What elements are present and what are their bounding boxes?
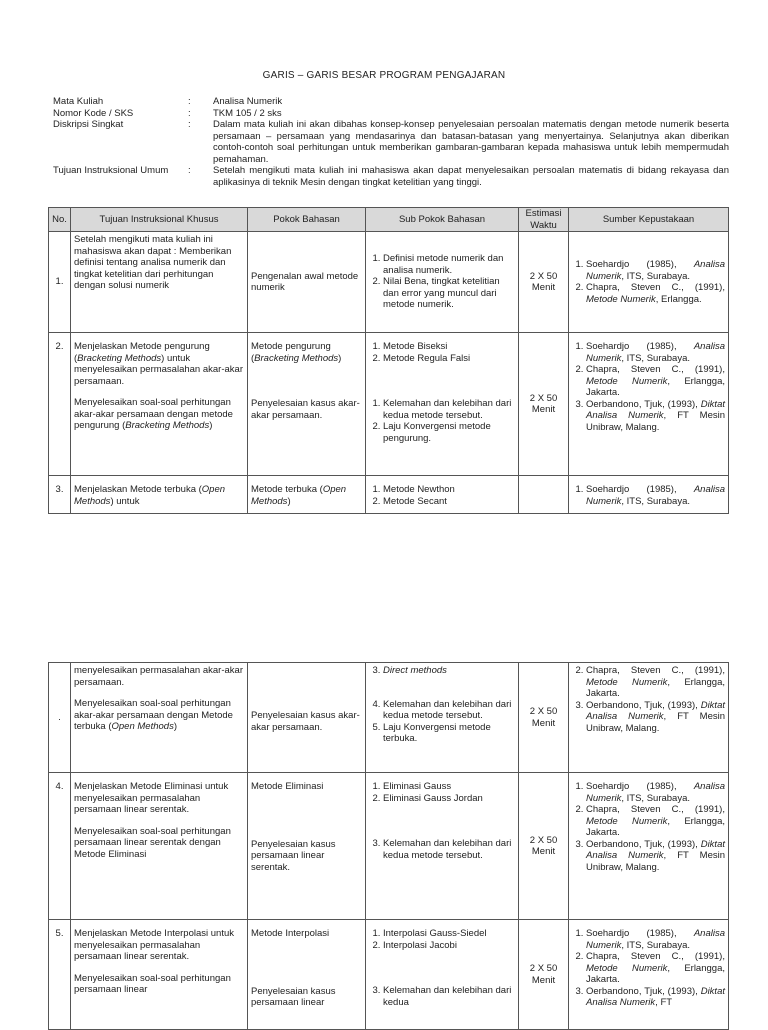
tik-part: Menyelesaikan soal-soal perhitungan akar-akar persamaan dengan metode pengurung (Bracketing Methods) — [74, 397, 233, 431]
table-row — [49, 333, 729, 476]
table-row — [49, 663, 729, 773]
row-tik — [71, 663, 248, 773]
meta-row-description — [53, 119, 729, 165]
sub-item: 2. Laju Konvergensi metode pengurung. — [383, 421, 515, 444]
pokok-part: Metode pengurung (Bracketing Methods) — [251, 341, 342, 364]
row-number: . — [49, 663, 71, 773]
tik-part: Menyelesaikan soal-soal perhitungan akar-akar persamaan dengan Metode terbuka (Open Methods) — [74, 698, 233, 732]
row-tik — [71, 920, 248, 1030]
row-sumber — [569, 663, 729, 773]
source-item: 3. Oerbandono, Tjuk, (1993), Diktat Analisa Numerik, FT — [586, 986, 725, 1009]
sub-item: 1. Metode Biseksi — [383, 341, 515, 353]
row-pokok — [248, 773, 366, 920]
header-estimasi: Estimasi Waktu — [519, 208, 569, 232]
header-no: No. — [49, 208, 71, 232]
meta-colon: : — [188, 165, 191, 176]
tik-part: menyelesaikan permasalahan akar-akar persamaan. — [74, 665, 243, 688]
row-estimasi: 2 X 50 Menit — [519, 232, 569, 333]
sub-item: 1. Eliminasi Gauss — [383, 781, 515, 793]
sub-item: 3. Direct methods — [383, 665, 515, 677]
row-sub — [366, 663, 519, 773]
sub-item: 2. Nilai Bena, tingkat ketelitian dan error yang muncul dari metode numerik. — [383, 276, 515, 311]
row-pokok — [248, 333, 366, 476]
row-sub — [366, 232, 519, 333]
sub-item: 5. Laju Konvergensi metode terbuka. — [383, 722, 515, 745]
header-tik: Tujuan Instruksional Khusus — [71, 208, 248, 232]
sub-item: 1. Interpolasi Gauss-Siedel — [383, 928, 515, 940]
row-sub — [366, 920, 519, 1030]
tik-part: Menjelaskan Metode Eliminasi untuk menyelesaikan permasalahan persamaan linear serentak. — [74, 781, 229, 815]
meta-row-course — [53, 96, 729, 108]
row-tik: Menjelaskan Metode terbuka (Open Methods) untuk — [71, 476, 248, 514]
row-sub — [366, 476, 519, 514]
row-number: 4. — [49, 773, 71, 920]
row-pokok — [248, 920, 366, 1030]
row-sub — [366, 333, 519, 476]
table-row — [49, 773, 729, 920]
table-row — [49, 920, 729, 1030]
row-tik: Setelah mengikuti mata kuliah ini mahasiswa akan dapat : Memberikan definisi tentang analisa numerik dan tingkat ketelitian dari perhitungan dengan solusi numerik — [71, 232, 248, 333]
row-sumber — [569, 773, 729, 920]
row-pokok — [248, 663, 366, 773]
source-item: 2. Chapra, Steven C., (1991), Metode Numerik, Erlangga, Jakarta. — [586, 951, 725, 986]
meta-label: Nomor Kode / SKS — [53, 107, 134, 119]
row-sumber — [569, 476, 729, 514]
pokok-part: Penyelesaian kasus persamaan linear serentak. — [251, 838, 336, 873]
source-item: 2. Chapra, Steven C., (1991), Metode Numerik, Erlangga, Jakarta. — [586, 804, 725, 839]
meta-row-general-objective — [53, 165, 729, 188]
meta-value: TKM 105 / 2 sks — [213, 107, 282, 119]
sub-item: 1. Metode Newthon — [383, 484, 515, 496]
row-number: 5. — [49, 920, 71, 1030]
tik-part: Menjelaskan Metode Interpolasi untuk menyelesaikan permasalahan persamaan linear serentak. — [74, 928, 235, 962]
sub-item: 2. Interpolasi Jacobi — [383, 940, 515, 952]
meta-colon: : — [188, 107, 191, 119]
syllabus-table-page-1 — [48, 207, 729, 514]
source-item: 2. Chapra, Steven C., (1991), Metode Numerik, Erlangga, Jakarta. — [586, 665, 725, 700]
row-number: 1. — [49, 232, 71, 333]
source-item: 2. Chapra, Steven C., (1991), Metode Numerik, Erlangga. — [586, 282, 725, 305]
pokok-part: Penyelesaian kasus akar-akar persamaan. — [251, 398, 360, 421]
source-item: 1. Soehardjo (1985), Analisa Numerik, ITS, Surabaya. — [586, 928, 725, 951]
meta-colon: : — [188, 96, 191, 107]
tik-part: Menyelesaikan soal-soal perhitungan persamaan linear serentak dengan Metode Eliminasi — [74, 825, 231, 860]
row-pokok: Metode terbuka (Open Methods) — [248, 476, 366, 514]
row-sumber — [569, 920, 729, 1030]
header-pokok: Pokok Bahasan — [248, 208, 366, 232]
course-info — [53, 96, 729, 188]
meta-label: Mata Kuliah — [53, 96, 104, 107]
row-number: 3. — [49, 476, 71, 514]
header-sumber: Sumber Kepustakaan — [569, 208, 729, 232]
sub-item: 1. Definisi metode numerik dan analisa numerik. — [383, 253, 515, 276]
row-sumber — [569, 333, 729, 476]
row-estimasi: 2 X 50 Menit — [519, 773, 569, 920]
table-row — [49, 232, 729, 333]
source-item: 3. Oerbandono, Tjuk, (1993), Diktat Analisa Numerik, FT Mesin Unibraw, Malang. — [586, 839, 725, 874]
row-tik — [71, 773, 248, 920]
row-number: 2. — [49, 333, 71, 476]
source-item: 3. Oerbandono, Tjuk, (1993), Diktat Analisa Numerik, FT Mesin Unibraw, Malang. — [586, 700, 725, 735]
meta-label: Diskripsi Singkat — [53, 119, 124, 130]
source-item: 3. Oerbandono, Tjuk, (1993), Diktat Analisa Numerik, FT Mesin Unibraw, Malang. — [586, 399, 725, 434]
sub-item: 2. Eliminasi Gauss Jordan — [383, 793, 515, 805]
sub-item: 3. Kelemahan dan kelebihan dari kedua metode tersebut. — [383, 838, 515, 861]
source-item: 2. Chapra, Steven C., (1991), Metode Numerik, Erlangga, Jakarta. — [586, 364, 725, 399]
pokok-part: Metode Interpolasi — [251, 928, 330, 939]
document-title: GARIS – GARIS BESAR PROGRAM PENGAJARAN — [262, 70, 506, 81]
tik-part: Menyelesaikan soal-soal perhitungan persamaan linear — [74, 972, 231, 995]
row-tik — [71, 333, 248, 476]
row-estimasi — [519, 476, 569, 514]
row-sumber — [569, 232, 729, 333]
source-item: 1. Soehardjo (1985), Analisa Numerik, ITS, Surabaya. — [586, 781, 725, 804]
syllabus-table-page-2 — [48, 662, 729, 1030]
sub-item: 4. Kelemahan dan kelebihan dari kedua metode tersebut. — [383, 699, 515, 722]
pokok-part: Penyelesaian kasus akar-akar persamaan. — [251, 710, 360, 733]
table-header-row — [49, 208, 729, 232]
meta-colon: : — [188, 119, 191, 130]
sub-item: 2. Metode Regula Falsi — [383, 353, 515, 365]
sub-item: 3. Kelemahan dan kelebihan dari kedua — [383, 985, 515, 1008]
meta-value: Setelah mengikuti mata kuliah ini mahasiswa akan dapat menyelesaikan persoalan matematis di bidang rekayasa dan aplikasinya di teknik Mesin dengan tingkat ketelitian yang tinggi. — [213, 165, 729, 188]
row-pokok: Pengenalan awal metode numerik — [248, 232, 366, 333]
header-sub: Sub Pokok Bahasan — [366, 208, 519, 232]
pokok-part: Metode Eliminasi — [251, 781, 324, 792]
source-item: 1. Soehardjo (1985), Analisa Numerik, ITS, Surabaya. — [586, 341, 725, 364]
meta-value: Dalam mata kuliah ini akan dibahas konsep-konsep penyelesaian persoalan matematis dengan metode numerik beserta persamaan – persamaan yang mendasarinya dan batasan-batasan yang menyertainya. Selanjutnya akan diberikan contoh-contoh soal perhitungan untuk memberikan gambaran-gambaran kepada mahasiswa untuk lebih mempermudah pemahaman. — [213, 119, 729, 165]
table-row — [49, 476, 729, 514]
sub-item: 1. Kelemahan dan kelebihan dari kedua metode tersebut. — [383, 398, 515, 421]
meta-value: Analisa Numerik — [213, 96, 283, 107]
tik-part: Menjelaskan Metode pengurung (Bracketing Methods) untuk menyelesaikan permasalahan akar-akar persamaan. — [74, 341, 243, 387]
meta-row-code — [53, 108, 729, 120]
source-item: 1. Soehardjo (1985), Analisa Numerik, ITS, Surabaya. — [586, 259, 725, 282]
source-item: 1. Soehardjo (1985), Analisa Numerik, ITS, Surabaya. — [586, 484, 725, 507]
sub-item: 2. Metode Secant — [383, 496, 515, 508]
row-estimasi: 2 X 50 Menit — [519, 920, 569, 1030]
row-estimasi: 2 X 50 Menit — [519, 663, 569, 773]
row-estimasi: 2 X 50 Menit — [519, 333, 569, 476]
row-sub — [366, 773, 519, 920]
meta-label: Tujuan Instruksional Umum — [53, 165, 169, 176]
pokok-part: Penyelesaian kasus persamaan linear — [251, 985, 336, 1008]
